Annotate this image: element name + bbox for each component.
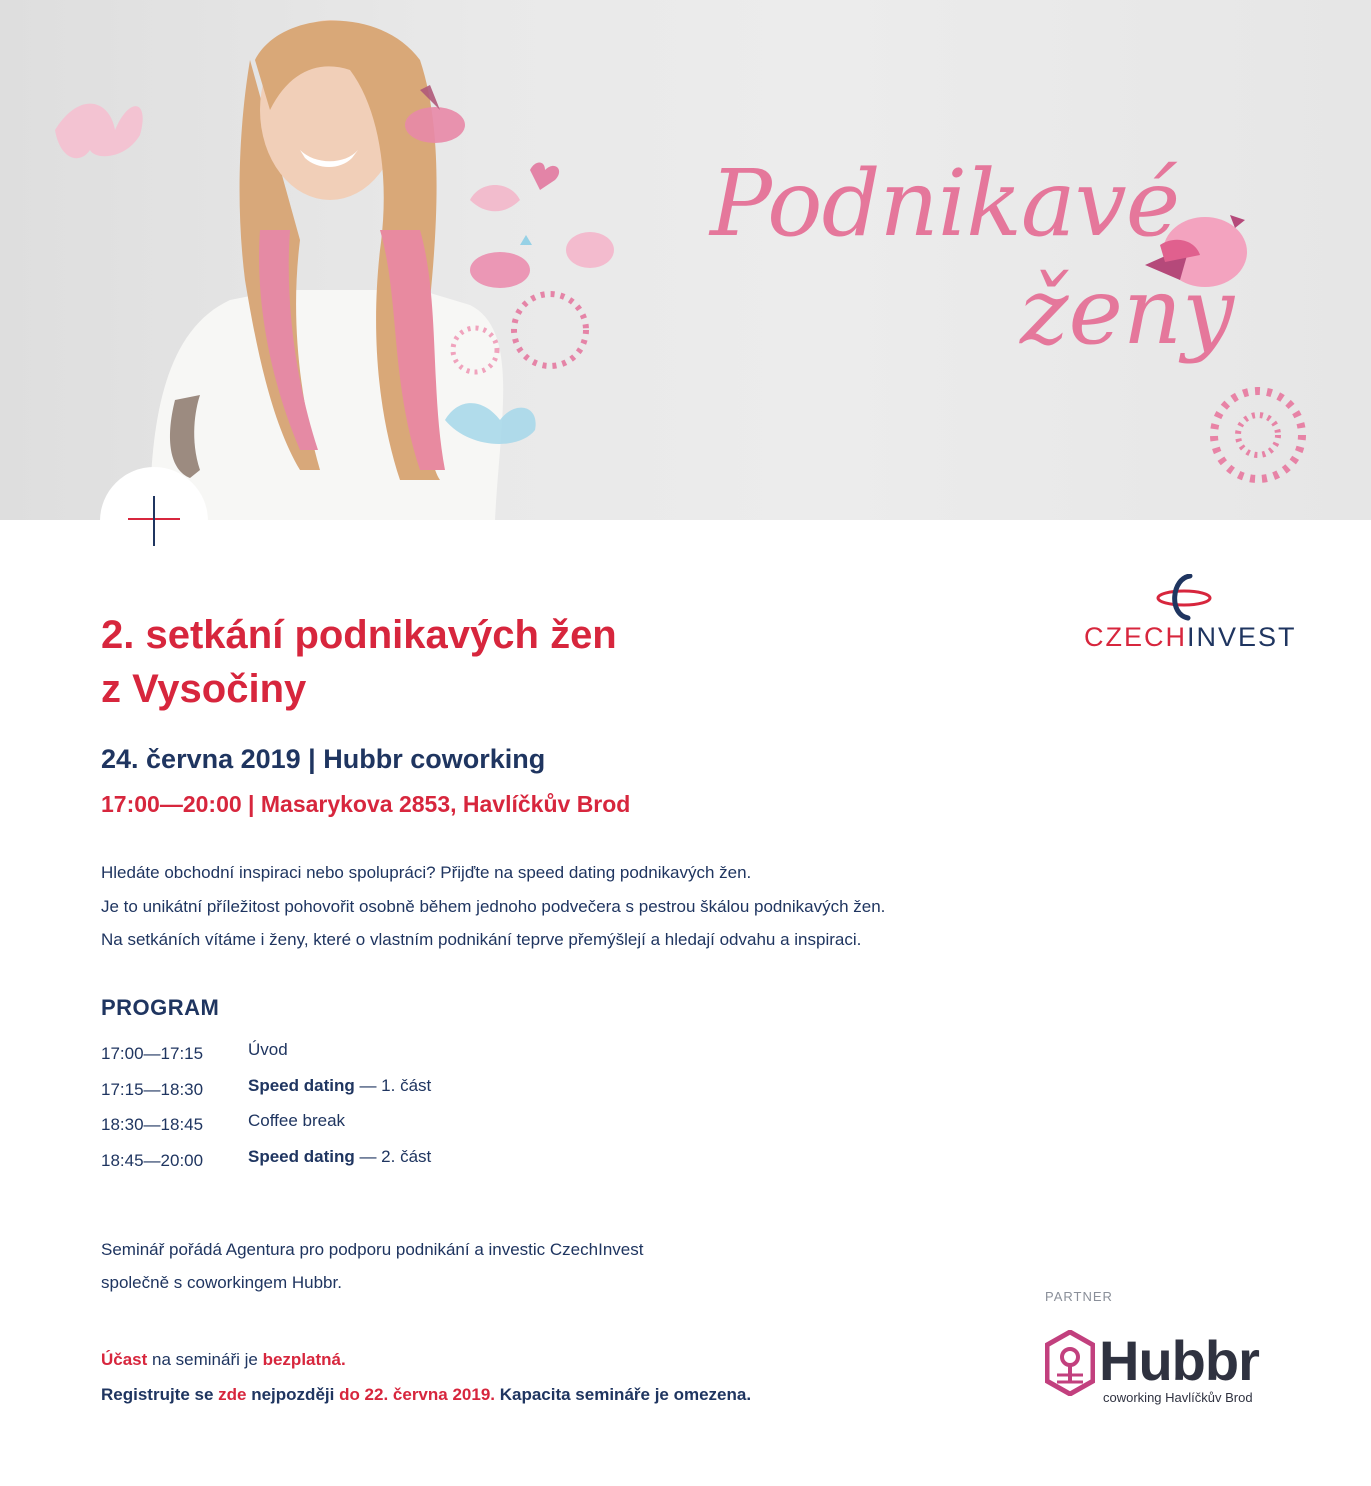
registration-note: Registrujte se zde nejpozději do 22. června 2019. Kapacita semináře je omezena. [101,1385,752,1404]
registration-deadline: do 22. června 2019. [339,1385,495,1404]
organizer-line: Seminář pořádá Agentura pro podporu podnikání a investic CzechInvest [101,1240,644,1259]
czechinvest-emblem-icon [1084,574,1294,622]
program-description: Úvod [248,1040,288,1059]
registration-link[interactable]: zde [218,1385,247,1404]
hero-banner [0,0,1371,520]
program-time: 18:30—18:45 [101,1115,204,1134]
participation-label: Účast [101,1350,148,1369]
hubbr-wordmark: Hubbr [1099,1329,1259,1392]
program-time: 17:00—17:15 [101,1044,204,1063]
program-description: Speed dating — 2. část [248,1146,432,1166]
free-label: bezplatná. [262,1350,346,1369]
czechinvest-czech: CZECH [1084,622,1187,652]
plus-icon-vertical [153,496,155,546]
partner-label: PARTNER [1045,1289,1113,1304]
script-line-2: ženy [1020,258,1235,365]
intro-paragraph [101,856,885,957]
program-time: 18:45—20:00 [101,1150,204,1170]
event-time-address: 17:00—20:00 | Masarykova 2853, Havlíčkův Brod [101,791,631,817]
hero-script-title [700,150,1260,390]
woman-figure [150,20,503,520]
program-description: Speed dating — 1. část [248,1075,432,1095]
program-description: Coffee break [248,1111,346,1130]
event-title-line-1: 2. setkání podnikavých žen [101,613,617,657]
event-title-line-2: z Vysočiny [101,667,307,711]
intro-line: Na setkáních vítáme i ženy, které o vlastním podnikání teprve přemýšlejí a hledají odvahu a inspiraci. [101,930,862,949]
organizer-line: společně s coworkingem Hubbr. [101,1273,342,1292]
script-line-1: Podnikavé [710,150,1180,257]
hubbr-hexagon-icon [1045,1330,1095,1396]
program-time: 17:15—18:30 [101,1079,204,1099]
czechinvest-invest: INVEST [1187,622,1297,652]
event-title [101,608,617,716]
program-heading: PROGRAM [101,995,220,1020]
organizer-text [101,1233,643,1299]
intro-line: Hledáte obchodní inspiraci nebo spolupráci? Přijďte na speed dating podnikavých žen. [101,863,752,882]
czechinvest-logo [1084,574,1297,654]
hubbr-logo [1045,1328,1295,1414]
event-date-place: 24. června 2019 | Hubbr coworking [101,744,546,774]
participation-note: Účast na semináři je bezplatná. [101,1350,346,1369]
czechinvest-wordmark [1084,622,1297,653]
plus-badge [100,467,208,575]
hubbr-tagline: coworking Havlíčkův Brod [1103,1390,1253,1405]
intro-line: Je to unikátní příležitost pohovořit osobně během jednoho podvečera s pestrou škálou podnikavých žen. [101,896,886,916]
